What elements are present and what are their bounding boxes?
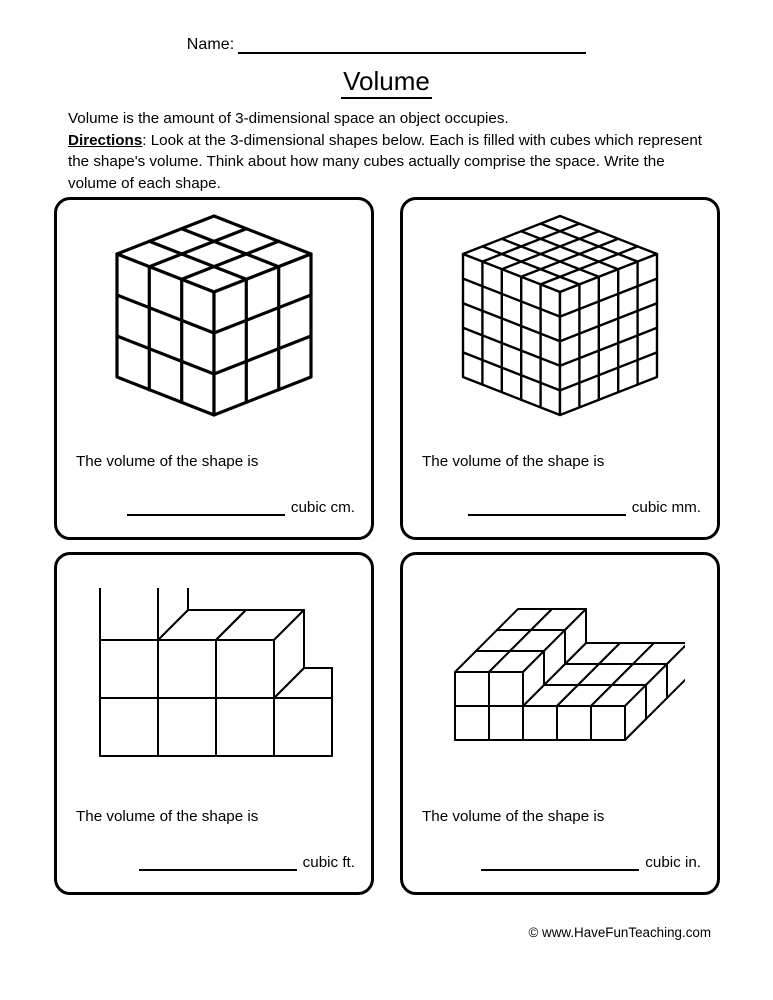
intro-block [68, 108, 714, 194]
answer-blank-1[interactable] [127, 499, 285, 516]
directions-label: Directions [68, 131, 143, 149]
unit-label-2: cubic mm. [631, 499, 701, 516]
prompt-text-4: The volume of the shape is [422, 808, 605, 825]
name-label: Name: [186, 36, 235, 53]
volume-definition: Volume is the amount of 3-dimensional space an object occupies. [68, 110, 509, 127]
prompt-text-1: The volume of the shape is [76, 453, 259, 470]
answer-blank-4[interactable] [481, 854, 639, 871]
page-title [0, 66, 773, 96]
unit-label-4: cubic in. [645, 854, 701, 871]
answer-row-3 [76, 854, 355, 871]
problem-card-1 [54, 197, 374, 540]
staircase-8-cubes-svg [90, 588, 338, 768]
problem-grid [54, 197, 720, 897]
cube-3x3x3-svg [105, 208, 323, 438]
name-row [0, 36, 773, 54]
answer-blank-3[interactable] [139, 854, 297, 871]
l-slab-two-layer-svg [435, 598, 685, 758]
name-input-blank[interactable] [238, 36, 586, 54]
answer-row-2 [422, 499, 701, 516]
unit-label-3: cubic ft. [302, 854, 355, 871]
prompt-text-3: The volume of the shape is [76, 808, 259, 825]
problem-card-3 [54, 552, 374, 895]
answer-row-1 [76, 499, 355, 516]
answer-blank-2[interactable] [468, 499, 626, 516]
unit-label-1: cubic cm. [290, 499, 355, 516]
prompt-text-2: The volume of the shape is [422, 453, 605, 470]
figure-cube-3x3x3 [57, 200, 371, 445]
figure-staircase [57, 555, 371, 800]
problem-card-2 [400, 197, 720, 540]
directions [68, 130, 714, 195]
answer-row-4 [422, 854, 701, 871]
cube-5x5x5-svg [451, 208, 669, 438]
footer-copyright: © www.HaveFunTeaching.com [528, 925, 711, 940]
directions-text: : Look at the 3-dimensional shapes below. Each is filled with cubes which represent the shape's volume. Think about how many cubes actually comprise the space. Write the volume of each shape. [68, 131, 703, 192]
figure-l-slab [403, 555, 717, 800]
problem-card-4 [400, 552, 720, 895]
figure-cube-5x5x5 [403, 200, 717, 445]
page-title-text: Volume [341, 66, 432, 99]
